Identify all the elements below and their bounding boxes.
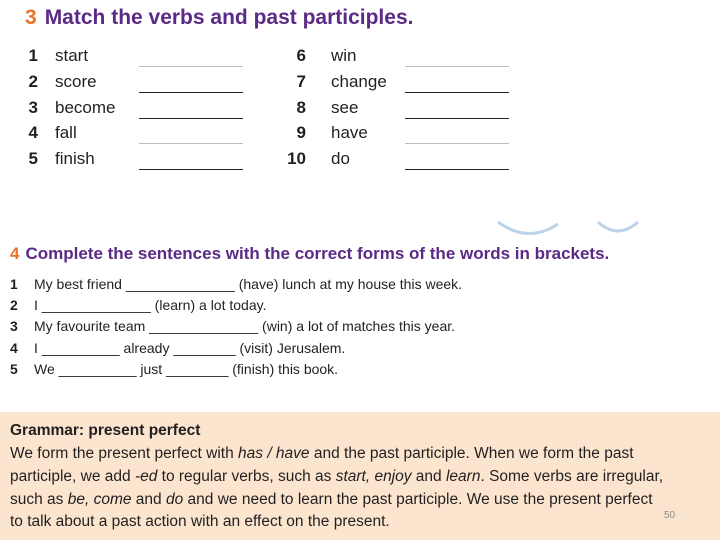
sentence-text: My best friend ______________ (have) lunch at my house this week. — [34, 276, 463, 292]
sentence-text: I __________ already ________ (visit) Jerusalem. — [34, 340, 346, 356]
grammar-text-line: participle, we add -ed to regular verbs, such as start, enjoy and learn. Some verbs are irregular, — [10, 468, 664, 485]
match-item-number: 8 — [296, 98, 306, 117]
sentence-number: 1 — [10, 276, 18, 292]
sentence-text: I ______________ (learn) a lot today. — [34, 297, 267, 313]
grammar-italic-term: start, enjoy — [335, 468, 412, 485]
match-item-verb: see — [331, 98, 359, 117]
answer-blank[interactable] — [405, 143, 509, 144]
grammar-box — [0, 412, 720, 540]
match-item-number: 6 — [296, 46, 306, 65]
grammar-title: Grammar: present perfect — [10, 422, 201, 439]
match-item-verb: win — [331, 46, 357, 65]
sentence-number: 5 — [10, 361, 18, 377]
match-item-verb: finish — [55, 149, 95, 168]
answer-blank[interactable] — [139, 66, 243, 67]
grammar-italic-term: be, come — [67, 491, 132, 508]
decorative-shape — [488, 220, 648, 242]
grammar-text-line: such as be, come and do and we need to learn the past participle. We use the present perfect — [10, 491, 653, 508]
exercise-3-number: 3 — [25, 6, 37, 29]
match-item-number: 1 — [28, 46, 38, 65]
grammar-text-line: We form the present perfect with has / have and the past participle. When we form the past — [10, 445, 634, 462]
grammar-italic-term: -ed — [134, 468, 158, 485]
grammar-italic-term: learn — [445, 468, 481, 485]
match-item-verb: have — [331, 123, 368, 142]
match-item-verb: score — [55, 72, 97, 91]
sentence-number: 3 — [10, 318, 18, 334]
answer-blank[interactable] — [139, 143, 243, 144]
sentence-number: 2 — [10, 297, 18, 313]
match-item-number: 5 — [28, 149, 38, 168]
answer-blank[interactable] — [139, 118, 243, 119]
sentence-text: We __________ just ________ (finish) this book. — [34, 361, 339, 377]
grammar-text-line: to talk about a past action with an effect on the present. — [10, 513, 390, 530]
match-item-number: 10 — [287, 149, 306, 168]
grammar-italic-term: has / have — [238, 445, 310, 462]
answer-blank[interactable] — [405, 66, 509, 67]
sentence-text: My favourite team ______________ (win) a lot of matches this year. — [34, 318, 456, 334]
match-item-number: 9 — [296, 123, 306, 142]
match-item-verb: do — [331, 149, 350, 168]
answer-blank[interactable] — [405, 92, 509, 93]
match-item-number: 4 — [28, 123, 38, 142]
answer-blank[interactable] — [405, 169, 509, 170]
exercise-4-number: 4 — [10, 244, 20, 263]
match-item-verb: become — [55, 98, 116, 117]
exercise-3-heading: Match the verbs and past participles. — [44, 6, 414, 29]
answer-blank[interactable] — [405, 118, 509, 119]
match-item-verb: fall — [55, 123, 77, 142]
page-number: 50 — [664, 510, 676, 521]
exercise-4-heading: Complete the sentences with the correct forms of the words in brackets. — [25, 244, 610, 263]
match-item-verb: change — [331, 72, 387, 91]
answer-blank[interactable] — [139, 92, 243, 93]
match-item-number: 7 — [296, 72, 306, 91]
grammar-italic-term: do — [165, 491, 184, 508]
sentence-number: 4 — [10, 340, 18, 356]
match-item-number: 2 — [28, 72, 38, 91]
answer-blank[interactable] — [139, 169, 243, 170]
match-item-number: 3 — [28, 98, 38, 117]
exercise-4-title — [10, 244, 609, 264]
exercise-3-title — [25, 6, 413, 30]
match-item-verb: start — [55, 46, 89, 65]
